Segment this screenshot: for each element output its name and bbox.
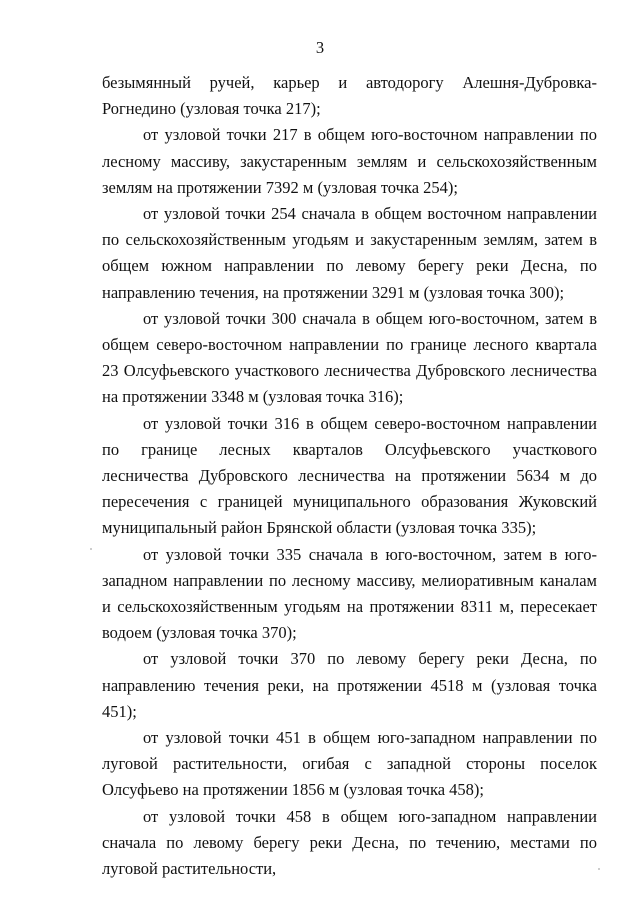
paragraph-3: от узловой точки 254 сначала в общем восточном направлении по сельскохозяйственным угодьям и закустаренным землям, затем в общем южном направлении по левому берегу реки Десна, по направлению течения, на протяжении 3291 м (узловая точка 300); <box>102 204 597 302</box>
paragraph-9: от узловой точки 458 в общем юго-западном направлении сначала по левому берегу реки Десна, по течению, местами по луговой растительности, <box>102 806 597 879</box>
document-body <box>102 70 597 882</box>
paragraph-5: от узловой точки 316 в общем северо-восточном направлении по границе лесных кварталов Олсуфьевского участкового лесничества Дубровского лесничества на протяжении 5634 м до пересечения с границей муниципального образования Жуковский муниципальный район Брянской области (узловая точка 335); <box>102 413 597 538</box>
paragraph-2: от узловой точки 217 в общем юго-восточном направлении по лесному массиву, закустаренным землям и сельскохозяйственным землям на протяжении 7392 м (узловая точка 254); <box>102 125 597 197</box>
paragraph-8: от узловой точки 451 в общем юго-западном направлении по луговой растительности, огибая с западной стороны поселок Олсуфьево на протяжении 1856 м (узловая точка 458); <box>102 728 597 800</box>
paragraph-4: от узловой точки 300 сначала в общем юго-восточном, затем в общем северо-восточном направлении по границе лесного квартала 23 Олсуфьевского участкового лесничества Дубровского лесничества на протяжении 3348 м (узловая точка 316); <box>102 308 597 407</box>
scan-speck <box>90 548 92 550</box>
paragraph-1: безымянный ручей, карьер и автодорогу Алешня-Дубровка-Рогнедино (узловая точка 217); <box>102 73 597 119</box>
paragraph-7: от узловой точки 370 по левому берегу реки Десна, по направлению течения реки, на протяжении 4518 м (узловая точка 451); <box>102 649 597 721</box>
paragraph-6: от узловой точки 335 сначала в юго-восточном, затем в юго-западном направлении по лесному массиву, мелиоративным каналам и сельскохозяйственным угодьям на протяжении 8311 м, пересекает водоем (узловая точка 370); <box>102 544 597 643</box>
page-number: 3 <box>315 38 325 57</box>
scan-speck <box>598 868 600 870</box>
